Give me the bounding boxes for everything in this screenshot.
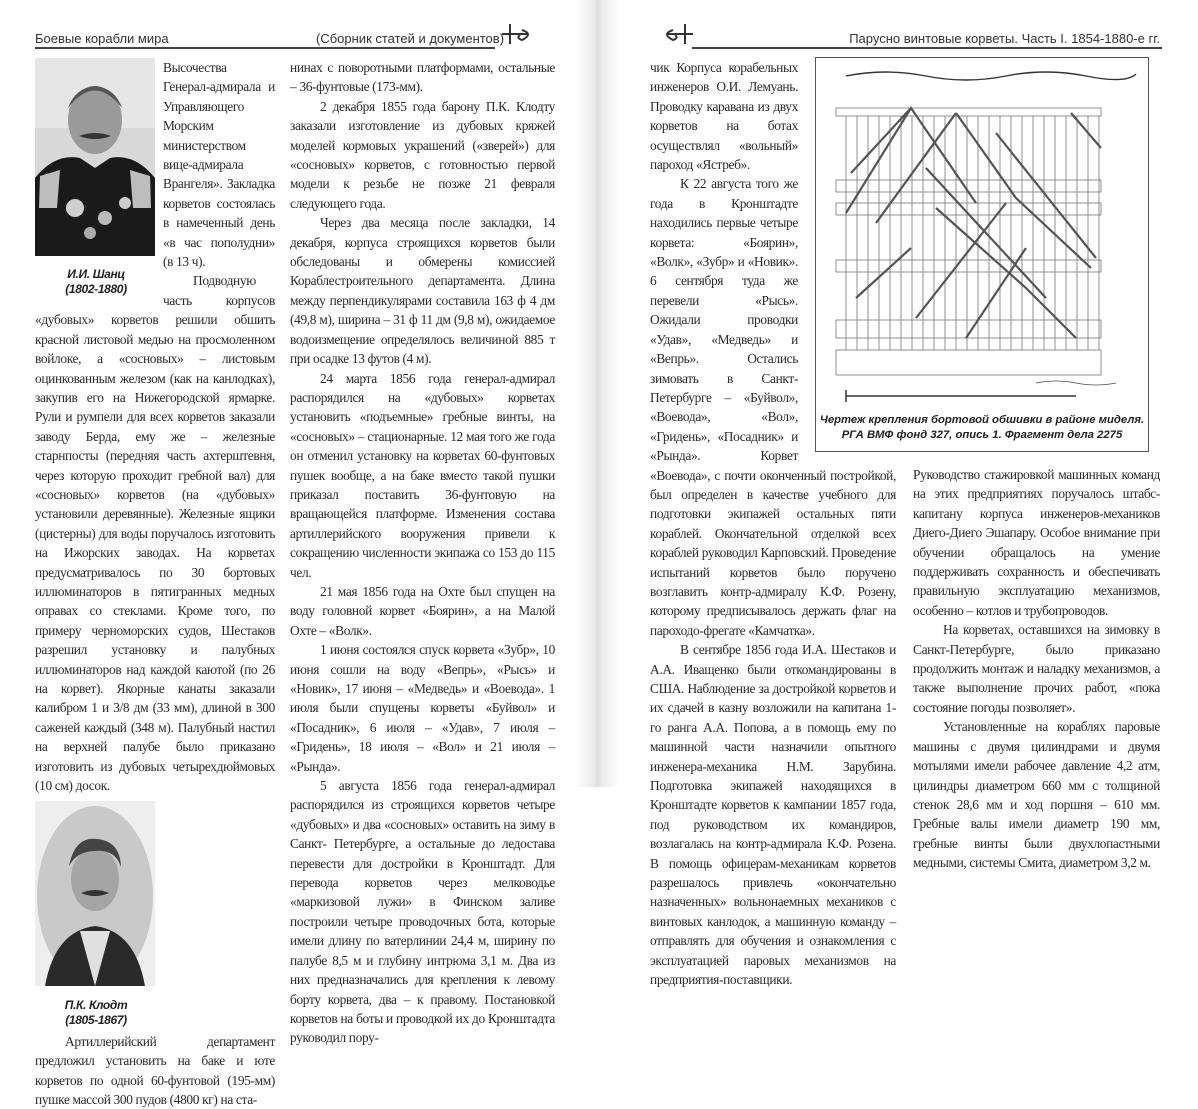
paragraph: Артиллерийский департамент предложил установить на баке и юте корветов по одной 60-фунтовой (195-мм) пушке массой 300 пудов (4800 кг) на ста- bbox=[35, 1033, 275, 1108]
portrait-photo-klodt bbox=[35, 801, 155, 986]
paragraph: 21 мая 1856 года на Охте был спущен на воду головной корвет «Боярин», а на Малой Охте – «Волк». bbox=[290, 583, 555, 638]
running-header-left: Боевые корабли мира bbox=[35, 31, 169, 46]
paragraph: Подводную часть корпусов «дубовых» корветов решили обшить красной листовой медью на просмоленном войлоке, а «сосновых» – листовым оцинкованным железом (как на канлодках), закупив его на Нижегородской ярмарке. Рули и румпели для всех корветов заказали заводу Берда, ему же – железные старнпосты (передняя часть ахтерштевня, через которую проходит гребной вал) для «сосновых» корветов (на «дубовых» установили деревянные). Железные ящики (цистерны) для воды поручалось изготовить на Ижорских заводах. На корветах предусматривалось по 30 бортовых иллюминаторов в пятигранных медных оправах со стеклами. Кроме того, по примеру черноморских судов, Шестаков разрешил установку и палубных иллюминаторов над каждой каютой (по 26 на корвет). Якорные канаты заказали калибром 1 и 3/8 дм (33 мм), длиной в 300 саженей каждый (348 м). Палубный настил на верхней палубе было приказано изготовить из дубовых четырехдюймовых (10 см) досок. bbox=[35, 273, 275, 794]
anchor-ornament-icon bbox=[655, 22, 697, 48]
running-header-subtitle: (Сборник статей и документов) bbox=[316, 31, 505, 46]
portrait-name: П.К. Клодт bbox=[64, 997, 128, 1012]
paragraph: 1 июня состоялся спуск корвета «Зубр», 10 июня сошли на воду «Вепрь», «Рысь» и «Новик», 17 июня – «Медведь» и «Воевода». 1 июля были спущены корветы «Буйвол» и «Посадник», 6 июля – «Удав», 7 июля – «Гридень», 18 июля – «Вол» и 21 июля – «Рында». bbox=[290, 642, 555, 774]
paragraph: нинах с поворотными платформами, остальные – 36-фунтовые (173-мм). bbox=[290, 60, 555, 95]
left-column-2 bbox=[290, 58, 555, 1048]
portrait-klodt bbox=[35, 801, 157, 1027]
figure-caption-line: Чертеж крепления бортовой обшивки в районе миделя. bbox=[819, 414, 1145, 426]
portrait-caption-klodt bbox=[35, 998, 157, 1028]
running-header-right: Парусно винтовые корветы. Часть I. 1854-1880-е гг. bbox=[849, 31, 1160, 46]
figure-caption bbox=[816, 413, 1148, 443]
paragraph: Установленные на кораблях паровые машины с двумя цилиндрами и двумя мотылями имели рабочее давление 4,2 атм, цилиндры диаметром 660 мм с толщиной стенок 28,6 мм и ход поршня – 610 мм. Гребные валы имели диаметр 190 мм, гребные винты были двухлопастными медными, системы Смита, диаметром 3,2 м. bbox=[913, 719, 1160, 871]
portrait-years: (1805-1867) bbox=[65, 1012, 127, 1027]
paragraph: К 22 августа того же года в Кронштадте находились первые четыре корвета: «Боярин», «Волк», «Зубр» и «Новик». 6 сентября туда же перевели «Рысь». Ожидали проводки «Удав», «Медведь» и «Вепрь». Остались зимовать в Санкт-Петербурге – «Буйвол», «Воевода», «Вол», «Гридень», «Посадник» и «Рында». Корвет «Воевода», с почти оконченный постройкой, был определен в качестве учебного для подготовки экипажей остальных пяти кораблей. Окончательной отделкой всех кораблей руководил Карповский. Проведение испытаний корветов было поручено возглавить контр-адмиралу К.Ф. Розену, которому предписывалось держать флаг на пароходо-фрегате «Камчатка». bbox=[650, 176, 896, 638]
portrait-name: И.И. Шанц bbox=[67, 267, 125, 282]
hull-planking-drawing bbox=[816, 58, 1148, 403]
right-column-2 bbox=[913, 465, 1160, 873]
book-gutter bbox=[575, 0, 620, 787]
paragraph: чик Корпуса корабельных инженеров О.И. Лемуань. Проводку каравана из двух корветов на ботах осуществлял «вольный» пароход «Ястреб». bbox=[650, 60, 798, 173]
figure-hull-drawing bbox=[815, 57, 1149, 452]
portrait-years: (1802-1880) bbox=[65, 282, 127, 297]
paragraph: На корветах, оставшихся на зимовку в Санкт-Петербурге, было приказано продолжить монтаж и наладку механизмов, а также выполнение прочих работ, «пока состояние погоды позволяет». bbox=[913, 622, 1160, 715]
left-column-1 bbox=[35, 58, 275, 1109]
figure-caption-source: РГА ВМФ фонд 327, опись 1. Фрагмент дела 2275 bbox=[841, 429, 1123, 441]
paragraph: В сентябре 1856 года И.А. Шестаков и А.А. Иващенко были откомандированы в США. Наблюдение за достройкой корветов и их сдачей в казну возложили на капитана 1-го ранга А.А. Попова, а в помощь ему по машинной части назначили опытного инженера-механика Н.М. Зарубина. Подготовка экипажей находящихся в Кронштадте корветов к кампании 1857 года, под руководством их командиров, возлагалась на контр-адмирала К.Ф. Розена. В помощь офицерам-механикам корветов разрешалось привлечь «окончательно назначенных» вольнонаемных механиков с винтовых канлодок, а машинную команду – отправлять для обучения и ознакомления с эксплуатацией паровых механизмов на предприятия-поставщики. bbox=[650, 642, 896, 988]
paragraph: 5 августа 1856 года генерал-адмирал распорядился из строящихся корветов четыре «дубовых» и два «сосновых» оставить на зиму в Санкт- Петербурге, а остальные до ледостава перевести для достройки в Кронштадт. Для перевода корветов через мелководье «маркизовой лужи» в Финском заливе построили четыре проводочных бота, которые имели длину по ватерлинии 24,4 м, ширину по палубе 8,5 м и глубину интрюма 3,1 м. Два из них предназначались для крепления к левому борту корвета, два – к правому. Постановкой корветов на боты и проводкой их до Кронштадта руководил пору- bbox=[290, 778, 555, 1046]
paragraph: Высочества Генерал-адмирала и Управляющего Морским министерством вице-адмирала Врангеля». Закладка корветов состоялась в намеченный день «в час пополудни» (в 13 ч). bbox=[163, 60, 275, 270]
portrait-shants bbox=[35, 58, 157, 297]
portrait-caption-shants bbox=[35, 267, 157, 297]
header-rule bbox=[35, 47, 495, 49]
paragraph: Руководство стажировкой машинных команд на этих предприятиях поручалось штабс-капитану корпуса инженеров-механиков Диего-Диего Эшапару. Особое внимание при обучении обращалось на умение поддерживать сохранность и обеспечивать правильную эксплуатацию механизмов, особенно – котлов и трубопроводов. bbox=[913, 467, 1160, 618]
header-rule bbox=[692, 47, 1162, 49]
portrait-photo-shants bbox=[35, 58, 155, 256]
paragraph: 24 марта 1856 года генерал-адмирал распорядился на «дубовых» корветах установить «подъемные» гребные винты, на «сосновых» – стационарные. 12 мая того же года он отменил установку на корветах 60-фунтовых пушек вообще, а на баке вместо такой пушки приказал поставить 36-фунтовую на вращающейся платформе. Изменения состава артиллерийского вооружения привели к сокращению численности экипажа со 153 до 115 чел. bbox=[290, 370, 555, 580]
paragraph: 2 декабря 1855 года барону П.К. Клодту заказали изготовление из дубовых кряжей моделей кормовых украшений («зверей») для «сосновых» корветов, с готовностью первой модели к резьбе не позже 21 февраля следующего года. bbox=[290, 98, 555, 211]
anchor-ornament-icon bbox=[498, 22, 540, 48]
paragraph: Через два месяца после закладки, 14 декабря, корпуса строящихся корветов были обследованы и обмерены комиссией Кораблестроительного департамента. Длина между перпендикулярами составила 163 ф 4 дм (49,8 м), ширина – 31 ф 11 дм (9,8 м), ожидаемое водоизмещение определялось величиной 885 т при осадке 13 футов (4 м). bbox=[290, 215, 555, 367]
